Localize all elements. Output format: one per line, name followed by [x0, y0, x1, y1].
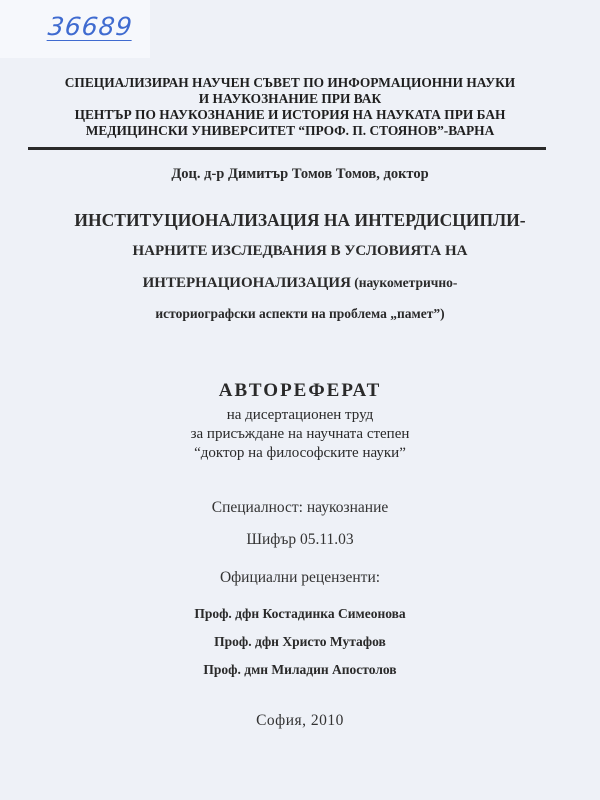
abstract-sub-line: “доктор на философските науки”: [194, 445, 406, 461]
institution-line: И НАУКОЗНАНИЕ ПРИ ВАК: [198, 91, 382, 106]
institution-line: СПЕЦИАЛИЗИРАН НАУЧЕН СЪВЕТ ПО ИНФОРМАЦИОННИ НАУКИ: [64, 75, 516, 90]
header-divider: [28, 147, 546, 150]
institution-line: ЦЕНТЪР ПО НАУКОЗНАНИЕ И ИСТОРИЯ НА НАУКАТА ПРИ БАН: [74, 107, 506, 122]
institutions-header: [20, 75, 560, 139]
abstract-sub-line: на дисертационен труд: [226, 407, 374, 423]
reviewer-name: Проф. дфн Костадинка Симеонова: [194, 606, 406, 621]
specialty-code: Шифър 05.11.03: [246, 531, 354, 548]
reviewer-name: Проф. дмн Миладин Апостолов: [203, 662, 397, 677]
reviewers-label: Официални рецензенти:: [219, 569, 381, 586]
title-main: ИНТЕРНАЦИОНАЛИЗАЦИЯ: [142, 275, 351, 291]
reviewer-name: Проф. дфн Христо Мутафов: [214, 634, 386, 649]
abstract-subtitle: [0, 406, 600, 463]
author-name: Доц. д-р Димитър Томов Томов, доктор: [171, 166, 429, 182]
specialty: Специалност: наукознание: [211, 499, 389, 516]
title-line: [40, 267, 560, 298]
inventory-number: 36689: [46, 12, 135, 41]
abstract-sub-line: за присъждане на научната степен: [190, 426, 410, 442]
title-line: НАРНИТЕ ИЗСЛЕДВАНИЯ В УСЛОВИЯТА НА: [132, 243, 468, 259]
title-parenthetical: (наукометрично-: [350, 275, 458, 290]
institution-line: МЕДИЦИНСКИ УНИВЕРСИТЕТ “ПРОФ. П. СТОЯНОВ”-ВАРНА: [85, 123, 495, 138]
dissertation-title: [40, 205, 560, 329]
place-and-year: София, 2010: [256, 712, 344, 729]
library-stamp-area: [0, 0, 150, 58]
abstract-heading: АВТОРЕФЕРАТ: [218, 380, 382, 401]
title-line: историографски аспекти на проблема „памет”): [155, 306, 445, 321]
reviewers-list: [0, 605, 600, 689]
title-line: ИНСТИТУЦИОНАЛИЗАЦИЯ НА ИНТЕРДИСЦИПЛИ-: [74, 210, 526, 230]
